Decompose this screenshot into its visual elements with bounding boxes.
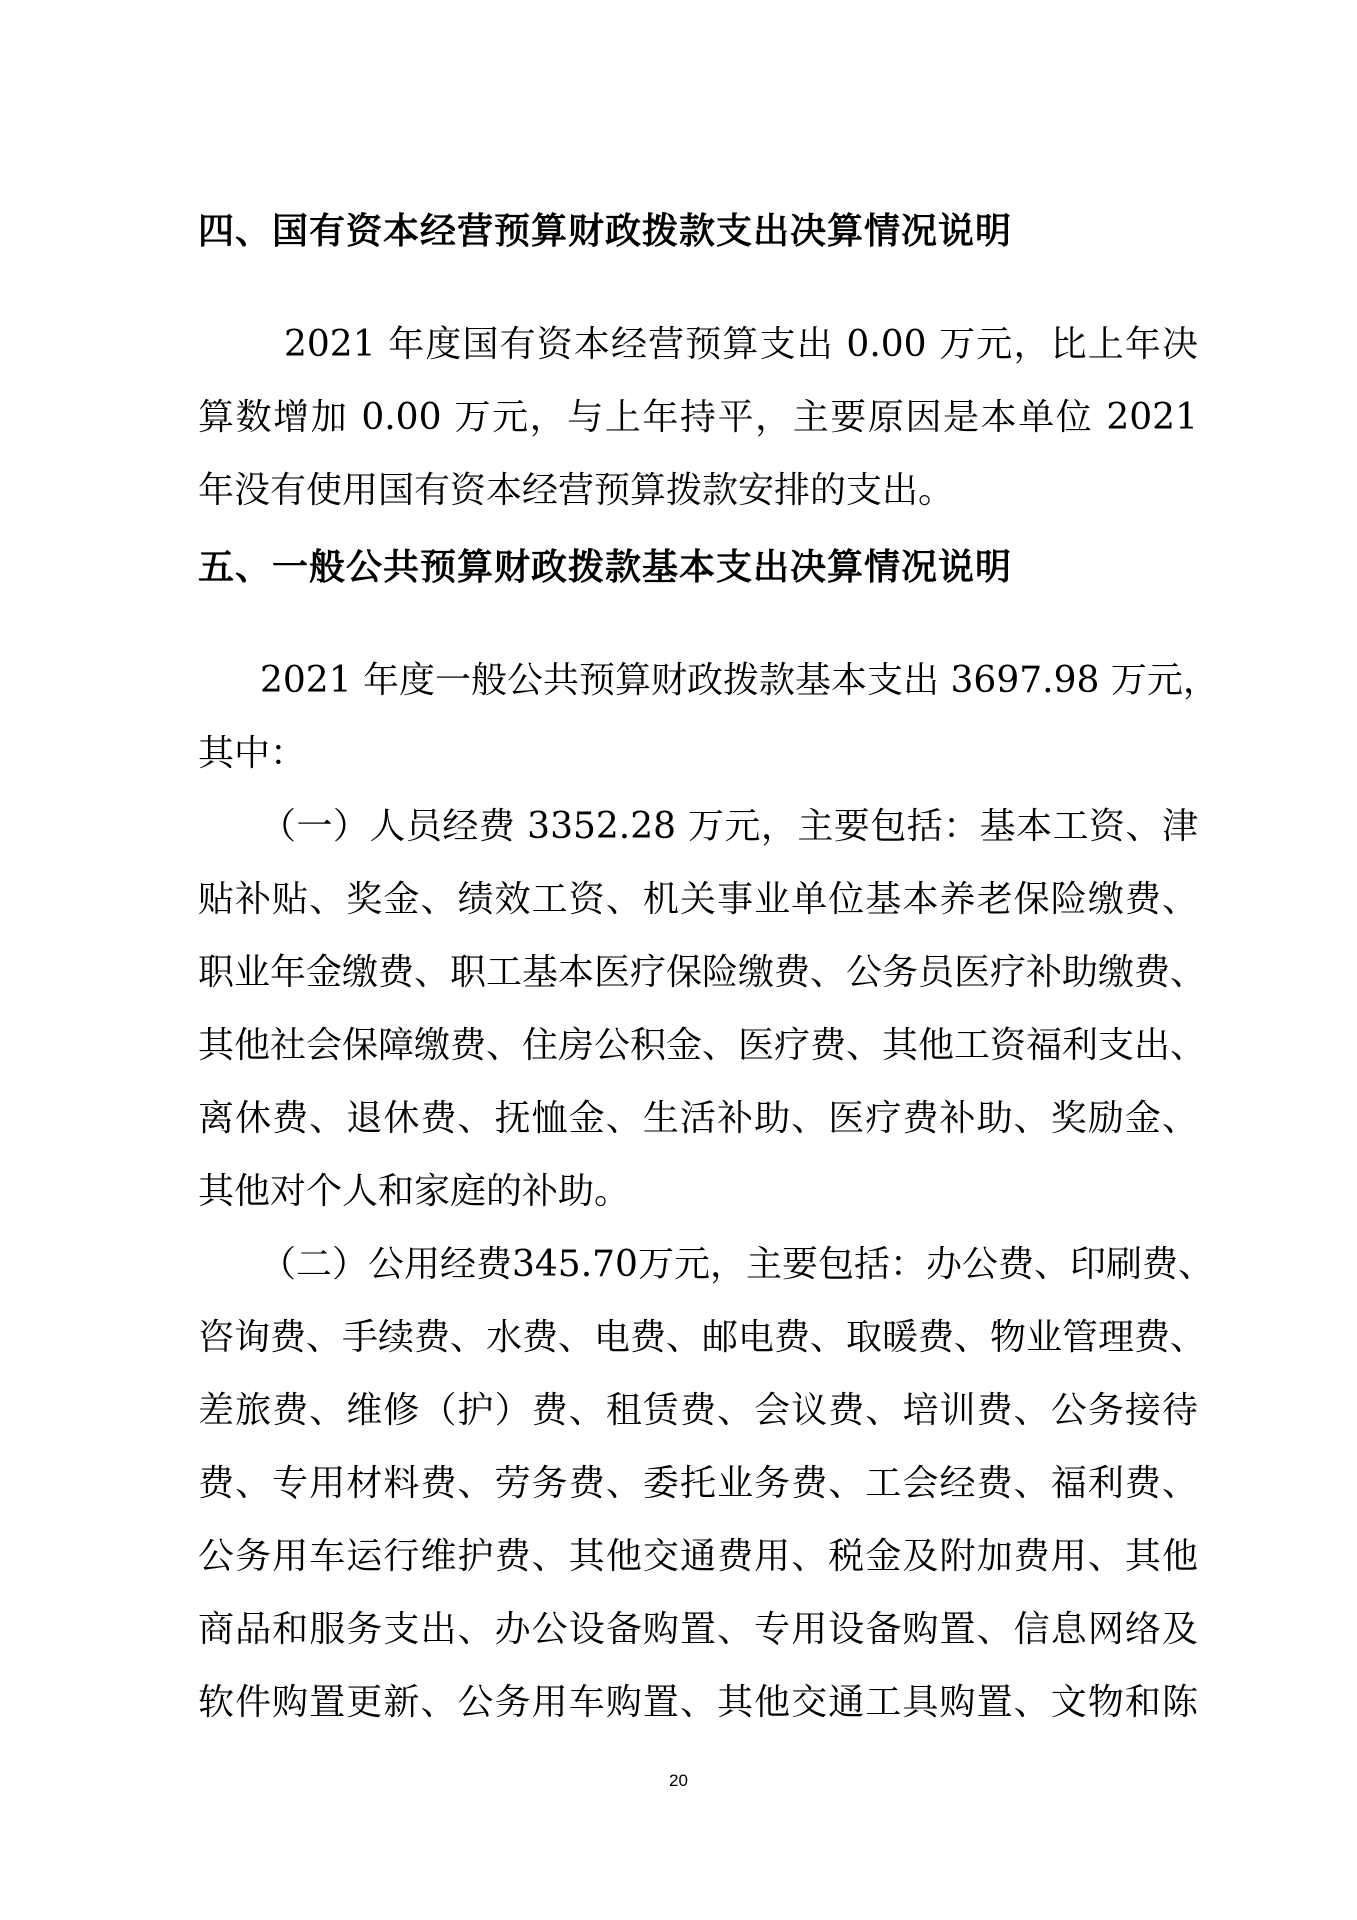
paragraph-line: 2021 年度一般公共预算财政拨款基本支出 3697.98 万元，: [260, 660, 1219, 701]
paragraph-line: 其他社会保障缴费、住房公积金、医疗费、其他工资福利支出、: [198, 1025, 1207, 1066]
section-5-intro-paragraph: [198, 644, 1219, 790]
paragraph-line: 咨询费、手续费、水费、电费、邮电费、取暖费、物业管理费、: [198, 1317, 1207, 1358]
page-number: 20: [669, 1771, 688, 1790]
paragraph-line: 差旅费、维修（护）费、租赁费、会议费、培训费、公务接待: [198, 1390, 1198, 1431]
paragraph-line: 2021 年度国有资本经营预算支出 0.00 万元，比上年决: [284, 324, 1198, 365]
paragraph-line: （一）人员经费 3352.28 万元，主要包括：基本工资、津: [260, 806, 1198, 847]
paragraph-line: 职业年金缴费、职工基本医疗保险缴费、公务员医疗补助缴费、: [198, 952, 1207, 993]
section-4-heading: 四、国有资本经营预算财政拨款支出决算情况说明: [198, 211, 1013, 252]
paragraph-line: 公务用车运行维护费、其他交通费用、税金及附加费用、其他: [198, 1536, 1198, 1577]
public-expenses-paragraph: [198, 1228, 1214, 1739]
paragraph-line: 费、专用材料费、劳务费、委托业务费、工会经费、福利费、: [198, 1463, 1198, 1504]
section-5-heading: 五、一般公共预算财政拨款基本支出决算情况说明: [198, 547, 1013, 588]
paragraph-line: 商品和服务支出、办公设备购置、专用设备购置、信息网络及: [198, 1609, 1198, 1650]
paragraph-line: 软件购置更新、公务用车购置、其他交通工具购置、文物和陈: [198, 1682, 1198, 1723]
paragraph-line: 其中：: [198, 733, 307, 774]
paragraph-line: 离休费、退休费、抚恤金、生活补助、医疗费补助、奖励金、: [198, 1098, 1198, 1139]
paragraph-line: （二）公用经费345.70万元，主要包括：办公费、印刷费、: [260, 1244, 1214, 1285]
paragraph-line: 算数增加 0.00 万元，与上年持平，主要原因是本单位 2021: [198, 397, 1198, 438]
section-4-paragraph: [198, 308, 1198, 527]
personnel-expenses-paragraph: [198, 790, 1207, 1228]
paragraph-line: 年没有使用国有资本经营预算拨款安排的支出。: [198, 470, 955, 511]
paragraph-line: 贴补贴、奖金、绩效工资、机关事业单位基本养老保险缴费、: [198, 879, 1198, 920]
paragraph-line: 其他对个人和家庭的补助。: [198, 1171, 631, 1212]
